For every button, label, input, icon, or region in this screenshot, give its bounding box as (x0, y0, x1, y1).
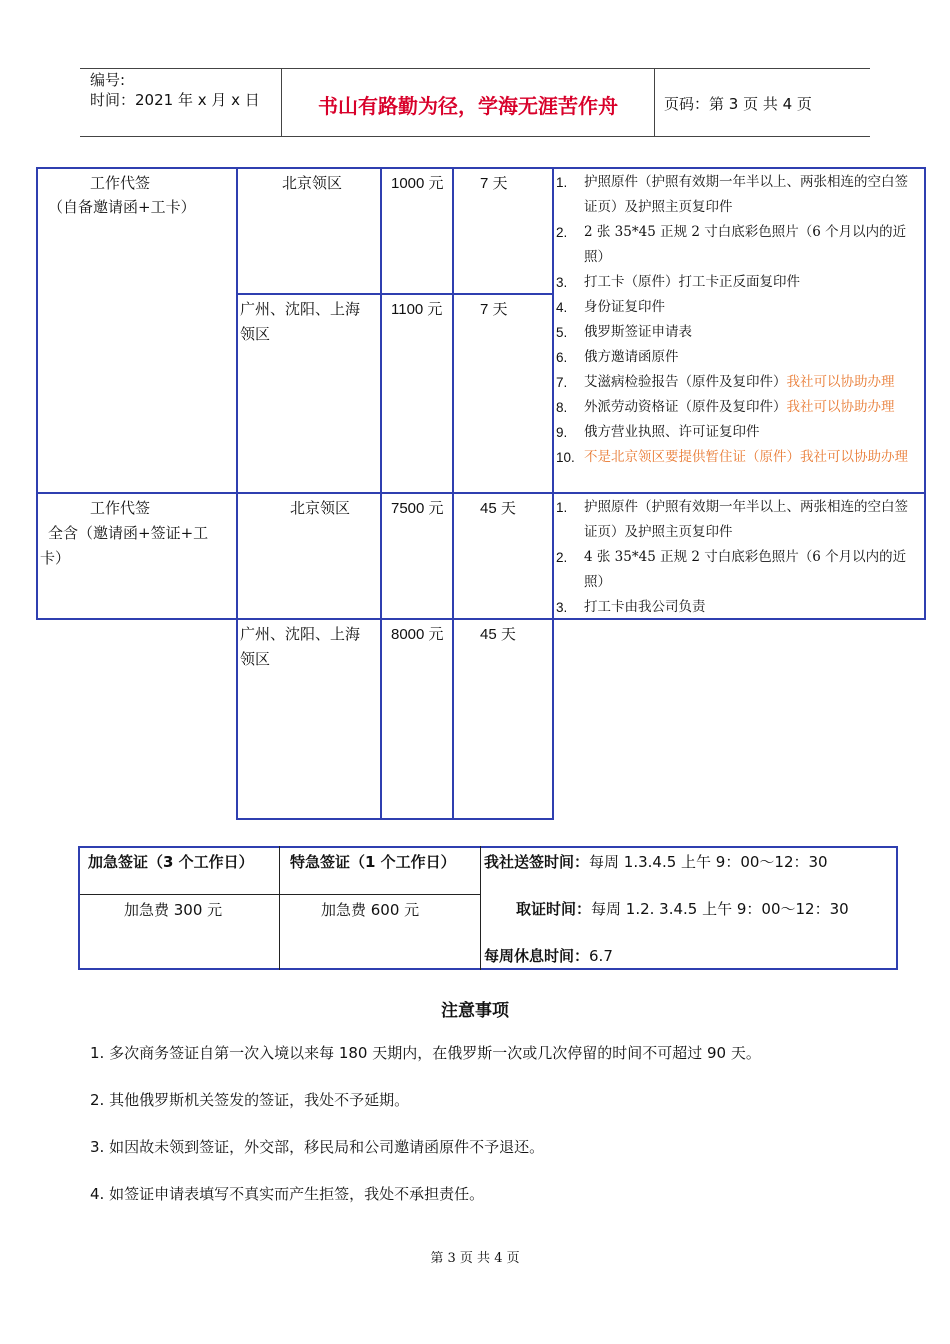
list-number: 7. (556, 375, 568, 390)
requirements-list (556, 170, 920, 470)
list-item (556, 320, 920, 345)
header-divider (654, 68, 655, 136)
list-item (556, 295, 920, 320)
processing-days: 45 天 (480, 626, 516, 643)
rest-days-value: 6.7 (589, 947, 613, 965)
express-fee: 加急费 600 元 (321, 901, 420, 919)
requirement-text: 艾滋病检验报告（原件及复印件） (584, 374, 787, 390)
list-number: 8. (556, 400, 568, 415)
service-note: 卡） (40, 549, 71, 567)
requirement-text: 护照原件（护照有效期一年半以上、两张相连的空白签证页）及护照主页复印件 (584, 499, 908, 540)
requirement-text: 身份证复印件 (584, 299, 665, 315)
list-number: 3. (556, 600, 568, 615)
list-item (556, 495, 920, 545)
consular-region: 广州、沈阳、上海 (240, 625, 361, 643)
list-number: 6. (556, 350, 568, 365)
note-item: 2. 其他俄罗斯机关签发的签证，我处不予延期。 (90, 1091, 410, 1109)
requirement-text: 外派劳动资格证（原件及复印件） (584, 399, 787, 415)
notes-heading: 注意事项 (441, 1001, 509, 1021)
assist-note: 我社可以协助办理 (786, 399, 895, 415)
list-item (556, 595, 920, 620)
table-border (78, 846, 898, 848)
list-number: 4. (556, 300, 568, 315)
price: 1000 元 (391, 175, 444, 192)
collection-time-label: 取证时间： (516, 900, 592, 918)
service-note: （自备邀请函+工卡） (48, 198, 196, 216)
rest-days (484, 945, 613, 967)
table-border (924, 167, 926, 620)
table-border (480, 846, 481, 970)
list-number: 1. (556, 175, 568, 190)
table-border (78, 968, 898, 970)
requirement-text: 俄方营业执照、许可证复印件 (584, 424, 760, 440)
table-border (552, 167, 554, 820)
header-bottom-rule (80, 136, 870, 137)
processing-days: 45 天 (480, 500, 516, 517)
processing-days: 7 天 (480, 175, 508, 192)
processing-days: 7 天 (480, 301, 508, 318)
header-motto: 书山有路勤为径，学海无涯苦作舟 (318, 94, 618, 118)
consular-region: 领区 (240, 650, 271, 668)
list-item (556, 270, 920, 295)
submission-time-label: 我社送签时间： (484, 853, 590, 871)
list-number: 2. (556, 225, 568, 240)
list-item (556, 545, 920, 595)
submission-time-value: 每周 1.3.4.5 上午 9：00～12：30 (589, 853, 828, 871)
requirement-text: 俄方邀请函原件 (584, 349, 679, 365)
submission-time (484, 851, 828, 873)
list-item (556, 170, 920, 220)
document-number: 编号: (90, 71, 126, 89)
list-number: 9. (556, 425, 568, 440)
document-date: 时间：2021 年 x 月 x 日 (90, 91, 260, 109)
list-number: 3. (556, 275, 568, 290)
service-note: 全含（邀请函+签证+工 (48, 524, 209, 542)
header-divider (281, 68, 282, 136)
express-visa-label: 特急签证（1 个工作日） (290, 853, 456, 871)
list-item (556, 395, 920, 420)
list-item (556, 370, 920, 395)
table-border (36, 492, 926, 494)
consular-region: 北京领区 (282, 174, 343, 192)
price: 1100 元 (391, 301, 443, 318)
assist-note: 我社可以协助办理 (786, 374, 895, 390)
page-footer: 第 3 页 共 4 页 (430, 1251, 520, 1266)
table-border (236, 818, 554, 820)
page-number: 页码：第 3 页 共 4 页 (664, 95, 812, 113)
rest-days-label: 每周休息时间： (484, 947, 590, 965)
urgent-fee: 加急费 300 元 (124, 901, 223, 919)
collection-time-value: 每周 1.2. 3.4.5 上午 9：00～12：30 (591, 900, 849, 918)
note-item: 3. 如因故未领到签证，外交部，移民局和公司邀请函原件不予退还。 (90, 1138, 545, 1156)
requirement-text: 护照原件（护照有效期一年半以上、两张相连的空白签证页）及护照主页复印件 (584, 174, 908, 215)
requirement-text: 俄罗斯签证申请表 (584, 324, 692, 340)
consular-region: 北京领区 (290, 499, 351, 517)
list-item (556, 445, 920, 470)
requirement-text: 打工卡由我公司负责 (584, 599, 706, 615)
requirements-list (556, 495, 920, 620)
price: 8000 元 (391, 626, 444, 643)
list-number: 5. (556, 325, 568, 340)
table-border (452, 167, 454, 820)
table-border (36, 167, 926, 169)
table-border (80, 894, 480, 895)
note-item: 4. 如签证申请表填写不真实而产生拒签，我处不承担责任。 (90, 1185, 485, 1203)
table-border (36, 167, 38, 620)
list-number: 1. (556, 500, 568, 515)
table-border (78, 846, 80, 970)
list-number: 2. (556, 550, 568, 565)
requirement-text: 打工卡（原件）打工卡正反面复印件 (584, 274, 800, 290)
requirement-text: 4 张 35*45 正规 2 寸白底彩色照片（6 个月以内的近照） (584, 549, 907, 590)
table-border (236, 167, 238, 820)
consular-region: 领区 (240, 325, 271, 343)
note-item: 1. 多次商务签证自第一次入境以来每 180 天期内，在俄罗斯一次或几次停留的时间不可超过 90 天。 (90, 1044, 761, 1062)
requirement-text: 2 张 35*45 正规 2 寸白底彩色照片（6 个月以内的近照） (584, 224, 907, 265)
collection-time (516, 898, 849, 920)
list-item (556, 345, 920, 370)
service-name: 工作代签 (90, 174, 151, 192)
table-border (279, 846, 280, 970)
table-border (236, 293, 554, 295)
list-number: 10. (556, 450, 575, 465)
header-top-rule (80, 68, 870, 69)
list-item (556, 420, 920, 445)
table-border (896, 846, 898, 970)
table-border (380, 167, 382, 820)
consular-region: 广州、沈阳、上海 (240, 300, 361, 318)
price: 7500 元 (391, 500, 444, 517)
urgent-visa-label: 加急签证（3 个工作日） (88, 853, 254, 871)
service-name: 工作代签 (90, 499, 151, 517)
assist-note: 不是北京领区要提供暂住证（原件）我社可以协助办理 (584, 449, 908, 465)
list-item (556, 220, 920, 270)
